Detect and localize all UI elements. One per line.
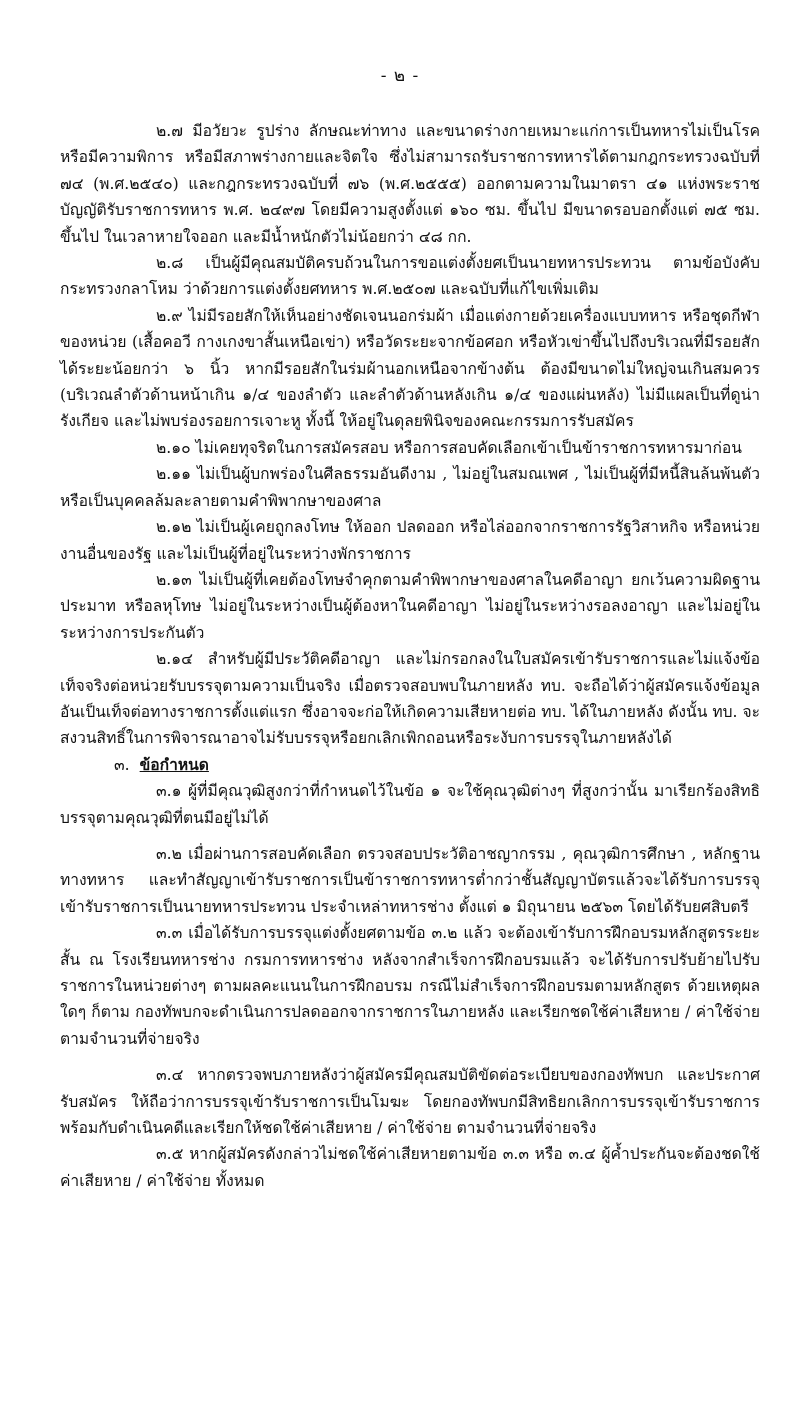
clause-number: ๓.๔ bbox=[156, 1066, 184, 1085]
clause-text: มีอวัยวะ รูปร่าง ลักษณะท่าทาง และขนาดร่างกายเหมาะแก่การเป็นทหารไม่เป็นโรคหรือมีความพิการ หรือมีสภาพร่างกายและจิตใจ ซึ่งไม่สามารถรับราชการทหารได้ตามกฎกระทรวงฉบับที่ ๗๔ (พ.ศ.๒๕๔๐) และกฎกระทรวงฉบับที่ ๗๖ (พ.ศ.๒๕๕๕) ออกตามความในมาตรา ๔๑ แห่งพระราชบัญญัติรับราชการทหาร พ.ศ. ๒๔๙๗ โดยมีความสูงตั้งแต่ ๑๖๐ ซม. ขึ้นไป มีขนาดรอบอกตั้งแต่ ๗๕ ซม. ขึ้นไป ในเวลาหายใจออก และมีน้ำหนักตัวไม่น้อยกว่า ๔๘ กก. bbox=[60, 122, 760, 246]
clause-text: เป็นผู้มีคุณสมบัติครบถ้วนในการขอแต่งตั้งยศเป็นนายทหารประทวน ตามข้อบังคับกระทรวงกลาโหม ว่าด้วยการแต่งตั้งยศทหาร พ.ศ.๒๕๐๗ และฉบับที่แก้ไขเพิ่มเติม bbox=[60, 254, 760, 299]
document-body bbox=[60, 118, 760, 1194]
section-title: ข้อกำหนด bbox=[139, 754, 209, 774]
clause-text: หากตรวจพบภายหลังว่าผู้สมัครมีคุณสมบัติขัดต่อระเบียบของกองทัพบก และประกาศรับสมัคร ให้ถือว่าการบรรจุเข้ารับราชการเป็นโมฆะ โดยกองทัพบกมีสิทธิยกเลิกการบรรจุเข้ารับราชการพร้อมกับดำเนินคดีและเรียกให้ชดใช้ค่าเสียหาย / ค่าใช้จ่าย ตามจำนวนที่จ่ายจริง bbox=[60, 1066, 760, 1138]
clause-number: ๒.๗ bbox=[156, 122, 183, 140]
clause-number: ๒.๙ bbox=[156, 306, 183, 325]
clause-number: ๒.๑๐ bbox=[156, 438, 191, 457]
clause-text: ไม่มีรอยสักให้เห็นอย่างชัดเจนนอกร่มผ้า เมื่อแต่งกายด้วยเครื่องแบบทหาร หรือชุดกีฬาของหน่วย (เสื้อคอวี กางเกงขาสั้นเหนือเข่า) หรือวัดระยะจากข้อศอก หรือหัวเข่าขึ้นไปถึงบริเวณที่มีรอยสักได้ระยะน้อยกว่า ๖ นิ้ว หากมีรอยสักในร่มผ้านอกเหนือจากข้างต้น ต้องมีขนาดไม่ใหญ่จนเกินสมควร (บริเวณลำตัวด้านหน้าเกิน ๑/๔ ของลำตัว และลำตัวด้านหลังเกิน ๑/๔ ของแผ่นหลัง) ไม่มีแผลเป็นที่ดูน่ารังเกียจ และไม่พบร่องรอยการเจาะหู ทั้งนี้ ให้อยู่ในดุลยพินิจของคณะกรรมการรับสมัคร bbox=[60, 306, 760, 431]
clause-text: ผู้ที่มีคุณวุฒิสูงกว่าที่กำหนดไว้ในข้อ ๑ จะใช้คุณวุฒิต่างๆ ที่สูงกว่านั้น มาเรียกร้องสิทธิบรรจุตามคุณวุฒิที่ตนมีอยู่ไม่ได้ bbox=[60, 782, 760, 827]
clause-text: สำหรับผู้มีประวัติคดีอาญา และไม่กรอกลงในใบสมัครเข้ารับราชการและไม่แจ้งข้อเท็จจริงต่อหน่วยรับบรรจุตามความเป็นจริง เมื่อตรวจสอบพบในภายหลัง ทบ. จะถือได้ว่าผู้สมัครแจ้งข้อมูลอันเป็นเท็จต่อทางราชการตั้งแต่แรก ซึ่งอาจจะก่อให้เกิดความเสียหายต่อ ทบ. ได้ในภายหลัง ดังนั้น ทบ. จะสงวนสิทธิ์ในการพิจารณาอาจไม่รับบรรจุหรือยกเลิกเพิกถอนหรือระงับการบรรจุในภายหลังได้ bbox=[60, 650, 760, 748]
clause-2-14 bbox=[60, 646, 760, 752]
spacer bbox=[60, 1052, 760, 1062]
clause-text: ไม่เป็นผู้เคยถูกลงโทษ ให้ออก ปลดออก หรือไล่ออกจากราชการรัฐวิสาหกิจ หรือหน่วยงานอื่นของรัฐ และไม่เป็นผู้ที่อยู่ในระหว่างพักราชการ bbox=[60, 518, 760, 563]
clause-number: ๓.๑ bbox=[156, 782, 182, 801]
page-number: - ๒ - bbox=[380, 66, 420, 86]
clause-text: ไม่เคยทุจริตในการสมัครสอบ หรือการสอบคัดเลือกเข้าเป็นข้าราชการทหารมาก่อน bbox=[195, 438, 742, 457]
clause-text: ไม่เป็นผู้บกพร่องในศีลธรรมอันดีงาม , ไม่อยู่ในสมณเพศ , ไม่เป็นผู้ที่มีหนี้สินล้นพ้นตัว หรือเป็นบุคคลล้มละลายตามคำพิพากษาของศาล bbox=[60, 465, 760, 510]
clause-2-8 bbox=[60, 250, 760, 303]
clause-3-3 bbox=[60, 920, 760, 1052]
section-number: ๓. bbox=[114, 755, 130, 774]
clause-2-13 bbox=[60, 567, 760, 646]
clause-2-10 bbox=[60, 435, 760, 461]
clause-number: ๒.๑๑ bbox=[156, 465, 192, 484]
clause-2-9 bbox=[60, 303, 760, 435]
clause-2-11 bbox=[60, 461, 760, 514]
clause-3-1 bbox=[60, 778, 760, 831]
clause-number: ๓.๕ bbox=[156, 1145, 184, 1164]
clause-number: ๓.๓ bbox=[156, 924, 183, 943]
clause-3-5 bbox=[60, 1141, 760, 1194]
section-3-heading bbox=[60, 752, 760, 778]
clause-text: เมื่อได้รับการบรรจุแต่งตั้งยศตามข้อ ๓.๒ แล้ว จะต้องเข้ารับการฝึกอบรมหลักสูตรระยะสั้น ณ โรงเรียนทหารช่าง กรมการทหารช่าง หลังจากสำเร็จการฝึกอบรมแล้ว จะได้รับการปรับย้ายไปรับราชการในหน่วยต่างๆ ตามผลคะแนนในการฝึกอบรม กรณีไม่สำเร็จการฝึกอบรมตามหลักสูตร ด้วยเหตุผลใดๆ ก็ตาม กองทัพบกจะดำเนินการปลดออกจากราชการในภายหลัง และเรียกชดใช้ค่าเสียหาย / ค่าใช้จ่าย ตามจำนวนที่จ่ายจริง bbox=[60, 924, 760, 1048]
spacer bbox=[60, 831, 760, 841]
clause-2-7 bbox=[60, 118, 760, 250]
clause-number: ๒.๑๔ bbox=[156, 650, 193, 669]
clause-text: ไม่เป็นผู้ที่เคยต้องโทษจำคุกตามคำพิพากษาของศาลในคดีอาญา ยกเว้นความผิดฐานประมาท หรือลหุโทษ ไม่อยู่ในระหว่างเป็นผู้ต้องหาในคดีอาญา ไม่อยู่ในระหว่างรอลงอาญา และไม่อยู่ในระหว่างการประกันตัว bbox=[60, 570, 760, 642]
clause-text: หากผู้สมัครดังกล่าวไม่ชดใช้ค่าเสียหายตามข้อ ๓.๓ หรือ ๓.๔ ผู้ค้ำประกันจะต้องชดใช้ค่าเสียหาย / ค่าใช้จ่าย ทั้งหมด bbox=[60, 1145, 760, 1190]
clause-number: ๓.๒ bbox=[156, 844, 182, 863]
clause-number: ๒.๘ bbox=[156, 254, 184, 273]
clause-3-4 bbox=[60, 1062, 760, 1141]
clause-text: เมื่อผ่านการสอบคัดเลือก ตรวจสอบประวัติอาชญากรรม , คุณวุฒิการศึกษา , หลักฐานทางทหาร และทำสัญญาเข้ารับราชการเป็นข้าราชการทหารต่ำกว่าชั้นสัญญาบัตรแล้วจะได้รับการบรรจุเข้ารับราชการเป็นนายทหารประทวน ประจำเหล่าทหารช่าง ตั้งแต่ ๑ มิถุนายน ๒๕๖๓ โดยได้รับยศสิบตรี bbox=[60, 844, 760, 916]
clause-number: ๒.๑๒ bbox=[156, 518, 192, 537]
clause-2-12 bbox=[60, 514, 760, 567]
clause-number: ๒.๑๓ bbox=[156, 570, 192, 589]
clause-3-2 bbox=[60, 841, 760, 920]
